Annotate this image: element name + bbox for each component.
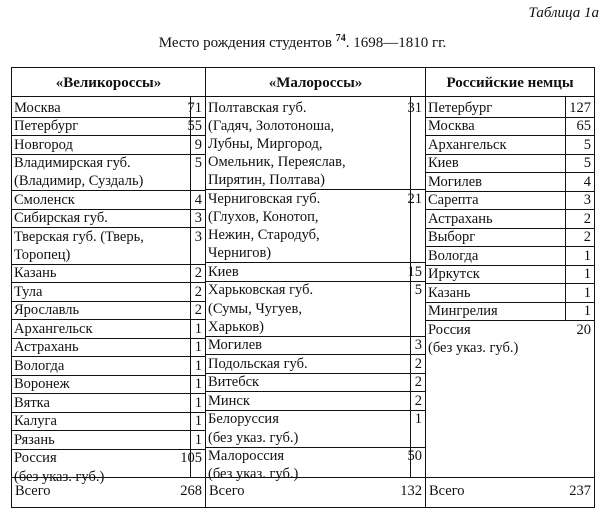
student-count: 2 <box>414 392 422 409</box>
student-count: 5 <box>583 155 591 171</box>
header-little-russians: «Малороссы» <box>268 75 363 91</box>
table-row <box>426 265 594 283</box>
place-name: Калуга <box>14 413 57 430</box>
place-name: Архангельск <box>428 136 507 153</box>
place-name: Петербург <box>428 99 493 116</box>
table-row <box>426 117 594 135</box>
table-row <box>12 99 205 117</box>
place-name: Владимирская губ. (Владимир, Суздаль) <box>14 155 144 190</box>
table-row <box>12 375 205 393</box>
student-count: 105 <box>180 450 202 467</box>
table-row <box>426 247 594 265</box>
table-row <box>12 154 205 190</box>
place-name: Могилев <box>208 337 263 354</box>
table-row <box>12 301 205 319</box>
header-great-russians: «Великороссы» <box>55 75 162 91</box>
total-little-russians: 132 <box>400 483 422 499</box>
place-name: Выборг <box>428 229 476 245</box>
place-name: Тула <box>14 283 43 300</box>
student-count: 15 <box>407 263 422 280</box>
place-name: Харьковская губ. (Сумы, Чугуев, Харьков) <box>208 282 314 335</box>
caption-text: Место рождения студентов <box>158 35 332 51</box>
table-row <box>206 373 425 391</box>
student-count: 3 <box>414 337 422 354</box>
total-label-great-russians: Всего <box>15 483 51 499</box>
table-row <box>12 117 205 135</box>
caption-years: . 1698—1810 гг. <box>345 35 447 51</box>
student-count: 5 <box>583 136 591 153</box>
table-row <box>206 355 425 373</box>
student-count: 2 <box>414 374 422 391</box>
student-count: 2 <box>414 355 422 372</box>
student-count: 50 <box>407 448 422 464</box>
place-name: Вологда <box>14 357 65 374</box>
place-name: Сарепта <box>428 192 479 208</box>
student-count: 3 <box>194 228 202 245</box>
student-count: 1 <box>194 413 202 430</box>
table-row <box>426 136 594 154</box>
place-name: Полтавская губ. (Гадяч, Золотоноша, Лубны, Миргород, Омельник, Переяслав, Пирятин, Полтава) <box>208 99 346 189</box>
table-row <box>426 173 594 191</box>
caption-footnote-ref: 74 <box>335 33 346 44</box>
place-name: Сибирская губ. <box>14 210 108 227</box>
student-count: 71 <box>187 99 202 116</box>
student-count: 1 <box>583 284 591 301</box>
student-count: 1 <box>194 394 202 411</box>
total-label-little-russians: Всего <box>209 483 245 499</box>
place-name: Смоленск <box>14 191 75 208</box>
place-name: Подольская губ. <box>208 355 308 372</box>
table-row <box>206 263 425 281</box>
student-count: 1 <box>414 411 422 428</box>
place-name: Астрахань <box>428 210 493 227</box>
student-count: 1 <box>194 339 202 356</box>
student-count: 1 <box>194 431 202 448</box>
student-count: 4 <box>583 173 591 190</box>
student-count: 3 <box>583 192 591 208</box>
table-row <box>206 336 425 354</box>
student-count: 2 <box>194 283 202 300</box>
table-row <box>426 284 594 302</box>
table-row <box>426 99 594 117</box>
header-russian-germans: Российские немцы <box>446 75 574 91</box>
student-count: 5 <box>194 155 202 171</box>
place-name: Новгород <box>14 136 73 153</box>
table-row <box>12 264 205 282</box>
total-label-russian-germans: Всего <box>429 483 465 499</box>
student-count: 21 <box>407 190 422 207</box>
table-row <box>206 99 425 189</box>
table-row <box>12 209 205 227</box>
table-row <box>426 321 594 357</box>
birthplace-table <box>11 67 595 508</box>
student-count: 5 <box>414 282 422 299</box>
student-count: 2 <box>583 210 591 227</box>
place-name: Россия (без указ. губ.) <box>428 321 519 356</box>
place-name: Вологда <box>428 247 479 264</box>
table-row <box>206 410 425 446</box>
place-name: Иркутск <box>428 266 480 282</box>
student-count: 1 <box>583 303 591 319</box>
place-name: Витебск <box>208 374 260 391</box>
place-name: Малороссия (без указ. губ.) <box>208 448 299 483</box>
place-name: Казань <box>14 265 57 282</box>
student-count: 127 <box>569 99 591 116</box>
place-name: Москва <box>428 118 475 134</box>
student-count: 1 <box>194 357 202 374</box>
table-row <box>12 394 205 412</box>
place-name: Черниговская губ. (Глухов, Конотоп, Нежин, Стародуб, Чернигов) <box>208 190 321 262</box>
table-row <box>12 136 205 154</box>
total-russian-germans: 237 <box>569 483 591 499</box>
place-name: Минск <box>208 392 250 409</box>
student-count: 9 <box>194 136 202 153</box>
student-count: 1 <box>583 266 591 282</box>
student-count: 2 <box>583 229 591 245</box>
student-count: 1 <box>194 376 202 393</box>
table-row <box>426 302 594 320</box>
table-row <box>12 357 205 375</box>
table-row <box>12 412 205 430</box>
table-row <box>426 154 594 172</box>
place-name: Мингрелия <box>428 303 498 319</box>
place-name: Ярославль <box>14 302 80 319</box>
place-name: Петербург <box>14 118 79 134</box>
table-row <box>206 190 425 262</box>
student-count: 65 <box>576 118 591 134</box>
place-name: Россия (без указ. губ.) <box>14 450 105 485</box>
place-name: Воронеж <box>14 376 70 393</box>
table-row <box>12 431 205 449</box>
place-name: Тверская губ. (Тверь, Торопец) <box>14 228 144 263</box>
student-count: 1 <box>194 320 202 337</box>
table-row <box>206 392 425 410</box>
table-row <box>12 320 205 338</box>
place-name: Рязань <box>14 431 55 448</box>
total-great-russians: 268 <box>180 483 202 499</box>
student-count: 2 <box>194 265 202 282</box>
table-row <box>426 210 594 228</box>
table-row <box>12 283 205 301</box>
place-name: Вятка <box>14 394 50 411</box>
table-label: Таблица 1а <box>528 5 599 21</box>
student-count: 31 <box>407 99 422 116</box>
student-count: 2 <box>194 302 202 319</box>
place-name: Архангельск <box>14 320 93 337</box>
table-row <box>12 191 205 209</box>
table-row <box>206 447 425 483</box>
table-row <box>12 228 205 264</box>
table-row <box>206 281 425 335</box>
place-name: Москва <box>14 99 61 116</box>
table-row <box>426 228 594 246</box>
table-row <box>12 338 205 356</box>
student-count: 55 <box>187 118 202 134</box>
place-name: Киев <box>428 155 459 171</box>
place-name: Киев <box>208 263 239 280</box>
student-count: 1 <box>583 247 591 264</box>
student-count: 3 <box>194 210 202 227</box>
place-name: Астрахань <box>14 339 79 356</box>
table-row <box>426 191 594 209</box>
header-divider <box>12 96 594 97</box>
place-name: Казань <box>428 284 471 301</box>
student-count: 4 <box>194 191 202 208</box>
place-name: Белоруссия (без указ. губ.) <box>208 411 299 446</box>
student-count: 20 <box>576 321 591 338</box>
table-caption <box>0 33 605 52</box>
place-name: Могилев <box>428 173 483 190</box>
table-row <box>12 449 205 485</box>
